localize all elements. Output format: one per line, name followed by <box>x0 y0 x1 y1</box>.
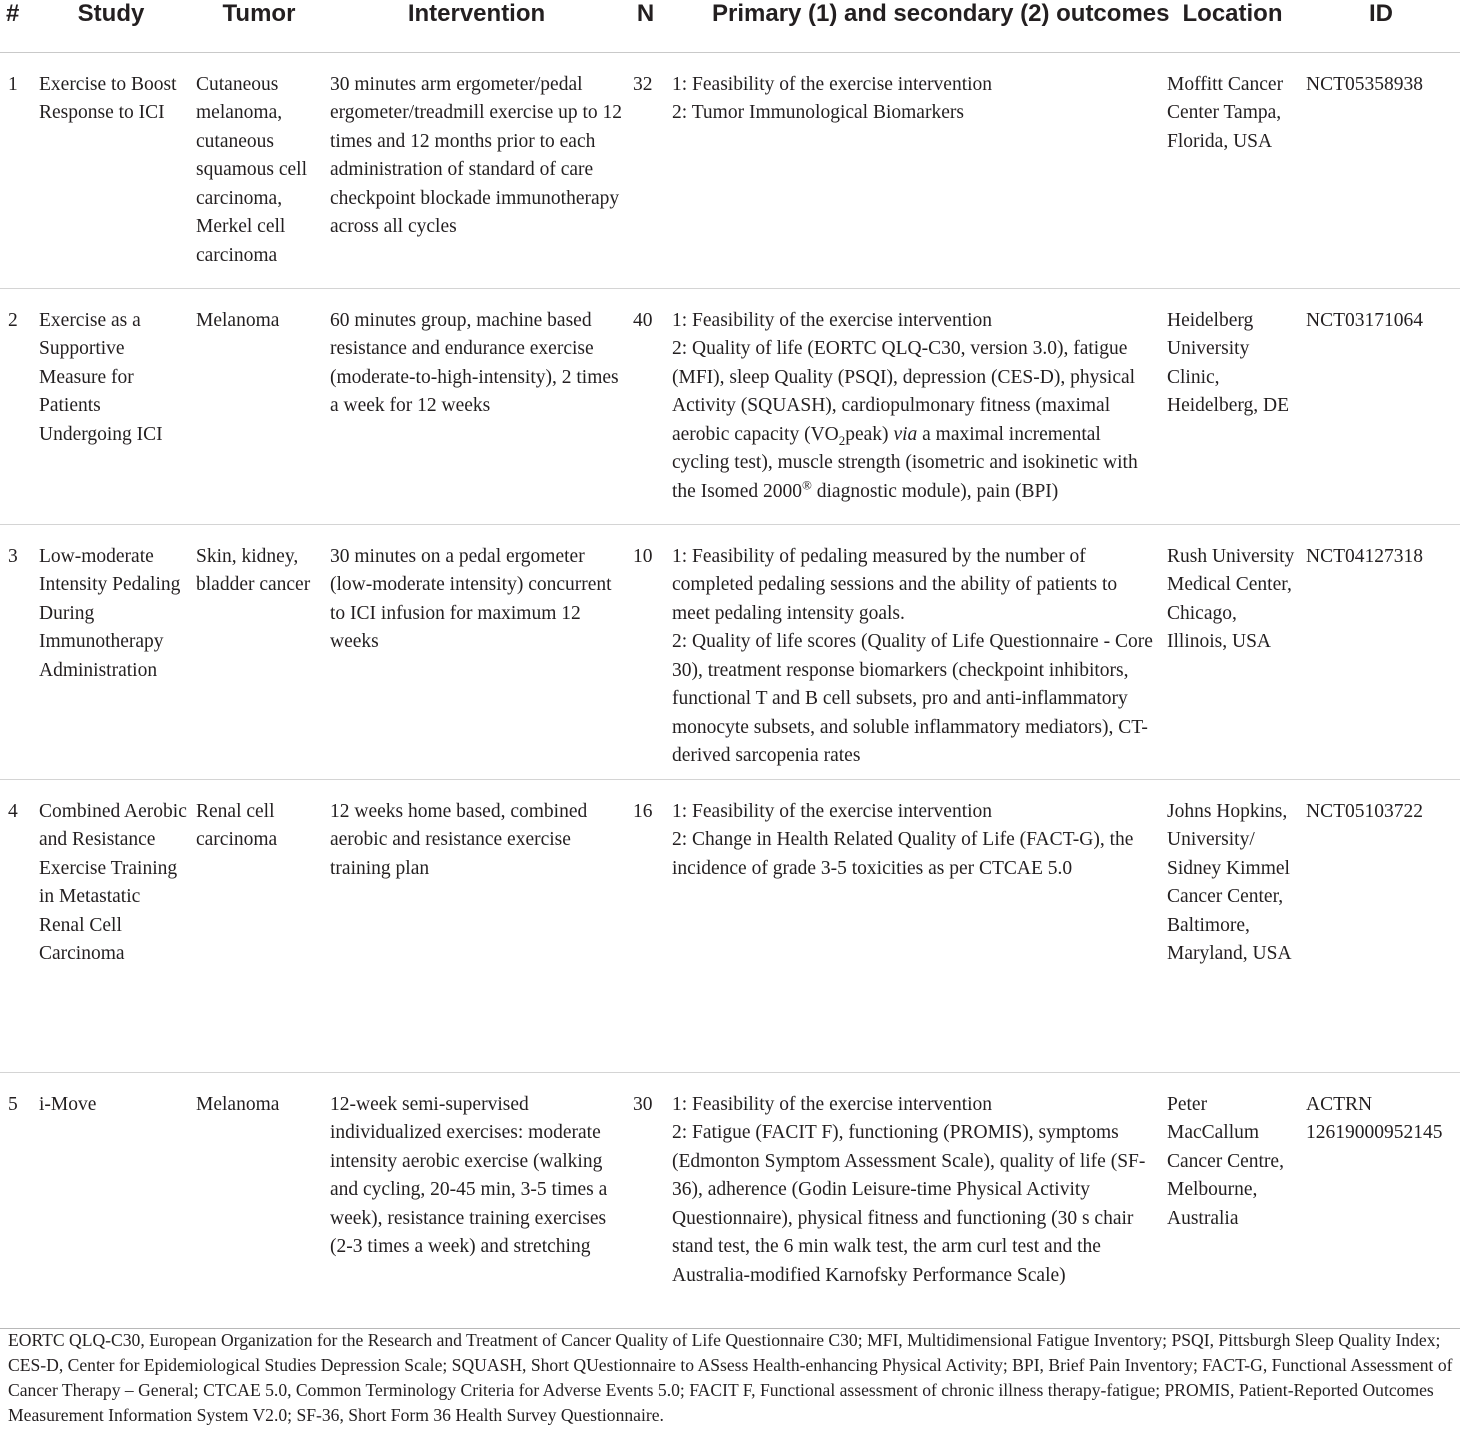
trial-id-prefix: ACTRN <box>1306 1093 1373 1115</box>
primary-outcome: 1: Feasibility of the exercise intervention <box>672 309 993 331</box>
location-cell: Moffitt Cancer Center Tampa, Florida, USA <box>1163 52 1302 288</box>
outcomes-cell <box>664 52 1163 288</box>
primary-outcome: 1: Feasibility of the exercise intervention <box>672 73 993 95</box>
primary-outcome: 1: Feasibility of pedaling measured by the number of completed pedaling sessions and the ability of patients to meet pedaling intensity goals. <box>672 545 1118 624</box>
primary-outcome: 1: Feasibility of the exercise intervention <box>672 1093 993 1115</box>
trial-id-cell <box>1302 1072 1460 1328</box>
italic-word: via <box>893 423 918 445</box>
study-cell: i-Move <box>30 1072 192 1328</box>
intervention-cell: 12-week semi-supervised individualized exercises: moderate intensity aerobic exercise (walking and cycling, 20-45 min, 3-5 times a week), resistance training exercises (2-3 times a week) and stretching <box>326 1072 627 1328</box>
tumor-cell: Skin, kidney, bladder cancer <box>192 524 326 779</box>
column-header-id: ID <box>1302 0 1460 52</box>
table-footnote: EORTC QLQ-C30, European Organization for the Research and Treatment of Cancer Quality of Life Questionnaire C30; MFI, Multidimensional Fatigue Inventory; PSQI, Pittsburgh Sleep Quality Index; CES-D, Center for Epidemiological Studies Depression Scale; SQUASH, Short QUestionnaire to ASsess Health-enhancing Physical Activity; BPI, Brief Pain Inventory; FACT-G, Functional Assessment of Cancer Therapy – General; CTCAE 5.0, Common Terminology Criteria for Adverse Events 5.0; FACIT F, Functional assessment of chronic illness therapy-fatigue; PROMIS, Patient-Reported Outcomes Measurement Information System V2.0; SF-36, Short Form 36 Health Survey Questionnaire. <box>8 1330 1453 1425</box>
tumor-cell: Cutaneous melanoma, cutaneous squamous cell carcinoma, Merkel cell carcinoma <box>192 52 326 288</box>
study-cell: Exercise to Boost Response to ICI <box>30 52 192 288</box>
intervention-cell: 60 minutes group, machine based resistance and endurance exercise (moderate-to-high-intensity), 2 times a week for 12 weeks <box>326 288 627 524</box>
trial-id-number: 12619000952145 <box>1306 1122 1443 1143</box>
registered-mark: ® <box>801 477 812 492</box>
location-cell: Heidelberg University Clinic, Heidelberg, DE <box>1163 288 1302 524</box>
secondary-outcome-text: a maximal incremental cycling test), muscle strength (isometric and isokinetic with the Isomed 2000 <box>672 423 1138 502</box>
n-cell: 16 <box>627 779 664 1072</box>
table-row <box>0 52 1460 288</box>
row-number: 5 <box>0 1072 30 1328</box>
n-cell: 40 <box>627 288 664 524</box>
table-row <box>0 524 1460 779</box>
outcomes-cell <box>664 288 1163 524</box>
tumor-cell: Melanoma <box>192 288 326 524</box>
row-number: 4 <box>0 779 30 1072</box>
subscript: 2 <box>838 432 846 448</box>
column-header-tumor: Tumor <box>192 0 326 52</box>
trial-id-cell: NCT04127318 <box>1302 524 1460 779</box>
n-cell: 10 <box>627 524 664 779</box>
secondary-outcome: 2: Change in Health Related Quality of Life (FACT-G), the incidence of grade 3-5 toxicities as per CTCAE 5.0 <box>672 829 1134 879</box>
n-cell: 32 <box>627 52 664 288</box>
column-header-intervention: Intervention <box>326 0 627 52</box>
secondary-outcome: 2: Tumor Immunological Biomarkers <box>672 102 964 123</box>
trial-id-cell: NCT05103722 <box>1302 779 1460 1072</box>
secondary-outcome-text: 2: Quality of life (EORTC QLQ-C30, version 3.0), fatigue (MFI), sleep Quality (PSQI), depression (CES-D), physical Activity (SQUASH), cardiopulmonary fitness (maximal aerobic capacity (VO <box>672 338 1136 445</box>
column-header-study: Study <box>30 0 192 52</box>
header-row <box>0 0 1460 52</box>
outcomes-cell <box>664 779 1163 1072</box>
table-row <box>0 779 1460 1072</box>
table-row <box>0 288 1460 524</box>
secondary-outcome-text: peak) <box>845 423 894 445</box>
outcomes-cell <box>664 524 1163 779</box>
secondary-outcome-text: diagnostic module), pain (BPI) <box>811 480 1059 502</box>
trial-id-cell: NCT05358938 <box>1302 52 1460 288</box>
primary-outcome: 1: Feasibility of the exercise intervention <box>672 800 993 822</box>
column-header-location: Location <box>1163 0 1302 52</box>
study-cell: Combined Aerobic and Resistance Exercise Training in Metastatic Renal Cell Carcinoma <box>30 779 192 1072</box>
secondary-outcome: 2: Quality of life scores (Quality of Life Questionnaire - Core 30), treatment response biomarkers (checkpoint inhibitors, functional T and B cell subsets, pro and anti-inflammatory monocyte subsets, and soluble inflammatory mediators), CT-derived sarcopenia rates <box>672 631 1153 766</box>
tumor-cell: Renal cell carcinoma <box>192 779 326 1072</box>
intervention-cell: 30 minutes on a pedal ergometer (low-moderate intensity) concurrent to ICI infusion for maximum 12 weeks <box>326 524 627 779</box>
secondary-outcome: 2: Fatigue (FACIT F), functioning (PROMIS), symptoms (Edmonton Symptom Assessment Scale), quality of life (SF-36), adherence (Godin Leisure-time Physical Activity Questionnaire), physical fitness and functioning (30 s chair stand test, the 6 min walk test, the arm curl test and the Australia-modified Karnofsky Performance Scale) <box>672 1122 1146 1286</box>
column-header-n: N <box>627 0 664 52</box>
study-cell: Low-moderate Intensity Pedaling During Immunotherapy Administration <box>30 524 192 779</box>
n-cell: 30 <box>627 1072 664 1328</box>
trial-id-cell: NCT03171064 <box>1302 288 1460 524</box>
row-number: 1 <box>0 52 30 288</box>
location-cell: Rush University Medical Center, Chicago, Illinois, USA <box>1163 524 1302 779</box>
row-number: 3 <box>0 524 30 779</box>
location-cell: Johns Hopkins, University/ Sidney Kimmel Cancer Center, Baltimore, Maryland, USA <box>1163 779 1302 1072</box>
column-header-outcomes: Primary (1) and secondary (2) outcomes <box>664 0 1163 52</box>
outcomes-cell <box>664 1072 1163 1328</box>
study-cell: Exercise as a Supportive Measure for Patients Undergoing ICI <box>30 288 192 524</box>
location-cell: Peter MacCallum Cancer Centre, Melbourne, Australia <box>1163 1072 1302 1328</box>
row-number: 2 <box>0 288 30 524</box>
intervention-cell: 12 weeks home based, combined aerobic and resistance exercise training plan <box>326 779 627 1072</box>
table-row <box>0 1072 1460 1328</box>
tumor-cell: Melanoma <box>192 1072 326 1328</box>
secondary-outcome <box>672 335 1159 506</box>
intervention-cell: 30 minutes arm ergometer/pedal ergometer/treadmill exercise up to 12 times and 12 months prior to each administration of standard of care checkpoint blockade immunotherapy across all cycles <box>326 52 627 288</box>
column-header-number: # <box>0 0 30 52</box>
